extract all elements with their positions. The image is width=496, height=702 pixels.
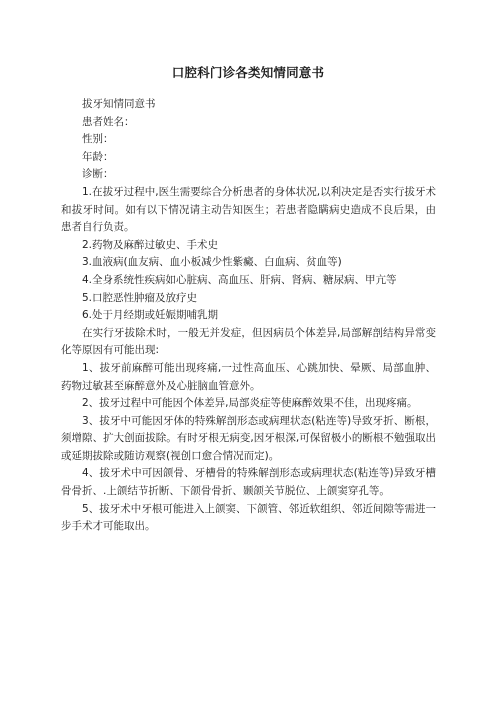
patient-name-label: 患者姓名： [82, 115, 135, 128]
document-title: 口腔科门诊各类知情同意书 [171, 65, 325, 80]
paragraph: 在实行牙拔除术时，一般无并发症，但因病员个体差异,局部解剖结构异常变化等原因有可能出现: [61, 326, 436, 357]
document-body [61, 96, 436, 536]
paragraph: 4.全身系统性疾病如心脏病、高血压、肝病、肾病、糖尿病、甲亢等 [82, 273, 397, 286]
paragraph: 1、拔牙前麻醉可能出现疼痛,一过性高血压、心跳加快、晕厥、局部血肿、药物过敏甚至麻醉意外及心脏脑血管意外。 [61, 361, 436, 392]
paragraph: 6.处于月经期或妊娠期哺乳期 [82, 309, 219, 322]
paragraph: 5、拔牙术中牙根可能进入上颌窦、下颌管、邻近软组织、邻近间隙等需进一步手术才可能取出。 [61, 502, 436, 533]
age-label: 年龄： [82, 150, 114, 163]
paragraph: 1.在拔牙过程中,医生需要综合分析患者的身体状况,以利决定是否实行拔牙术和拔牙时间。如有以下情况请主动告知医生；若患者隐瞒病史造成不良后果，由患者自行负责。 [61, 185, 436, 234]
paragraph: 5.口腔恶性肿瘤及放疗史 [82, 291, 198, 304]
paragraph: 2.药物及麻醉过敏史、手术史 [82, 238, 219, 251]
gender-label: 性别： [82, 133, 114, 146]
section-heading: 拔牙知情同意书 [82, 98, 156, 110]
paragraph: 3、拔牙中可能因牙体的特殊解剖形态或病理状态(粘连等)导致牙折、断根，须增隙、扩大创面拔除。有时牙根无病变,因牙根深,可保留极小的断根不勉强取出或延期拔除或随访观察(视创口愈合情况而定)。 [61, 414, 436, 462]
paragraph: 4、拔牙术中可因颌骨、牙槽骨的特殊解剖形态或病理状态(粘连等)异致牙槽骨骨折、.上颌结节折断、下颌骨骨折、颞颌关节脱位、上颌窦穿孔等。 [61, 467, 436, 498]
paragraph: 2、拔牙过程中可能因个体差异,局部炎症等使麻醉效果不佳，出现疼痛。 [82, 397, 418, 410]
diagnosis-label: 诊断： [82, 168, 114, 181]
paragraph: 3.血液病(血友病、血小板减少性紫癜、白血病、贫血等) [82, 256, 342, 269]
